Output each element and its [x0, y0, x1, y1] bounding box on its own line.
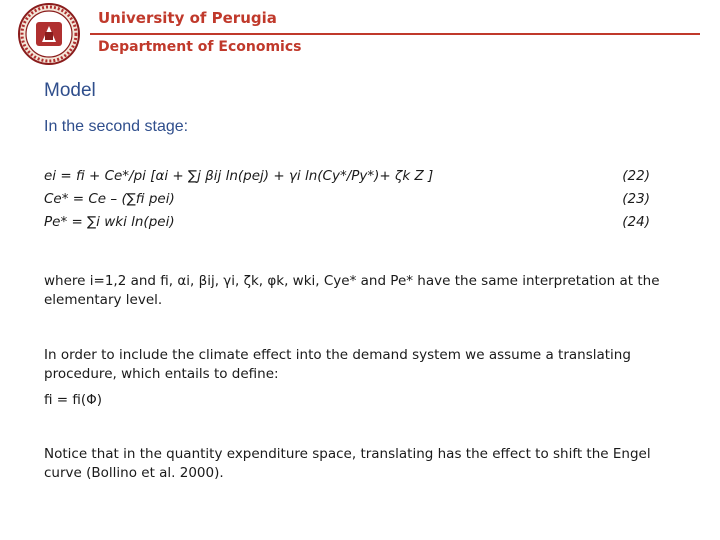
- equation-number: (23): [622, 191, 650, 207]
- equation-text: Pe* = ∑i wki ln(pei): [44, 214, 175, 230]
- equation-text: Ce* = Ce – (∑fi pei): [44, 191, 175, 207]
- slide-subtitle: In the second stage:: [44, 118, 189, 135]
- equation-number: (22): [622, 168, 650, 184]
- equation-block: [44, 168, 656, 237]
- header-divider: [90, 33, 700, 35]
- equation-row: [44, 168, 656, 191]
- equation-text: ei = fi + Ce*/pi [αi + ∑j βij ln(pej) + γi ln(Cy*/Py*)+ ζk Z ]: [44, 168, 434, 184]
- fi-definition: fi = fi(Φ): [44, 392, 103, 408]
- equation-row: [44, 191, 656, 214]
- header-department: Department of Economics: [98, 39, 302, 55]
- notice-paragraph: Notice that in the quantity expenditure space, translating has the effect to shift the Engel curve (Bollino et al. 2000).: [44, 446, 651, 481]
- university-seal-logo: [4, 2, 94, 66]
- where-paragraph: where i=1,2 and fi, αi, βij, γi, ζk, φk, wki, Cye* and Pe* have the same interpretation at the elementary level.: [44, 273, 660, 308]
- translating-paragraph: In order to include the climate effect into the demand system we assume a translating procedure, which entails to define:: [44, 347, 631, 382]
- header-university: University of Perugia: [98, 9, 277, 27]
- equation-row: [44, 214, 656, 237]
- slide-title: Model: [44, 80, 96, 101]
- equation-number: (24): [622, 214, 650, 230]
